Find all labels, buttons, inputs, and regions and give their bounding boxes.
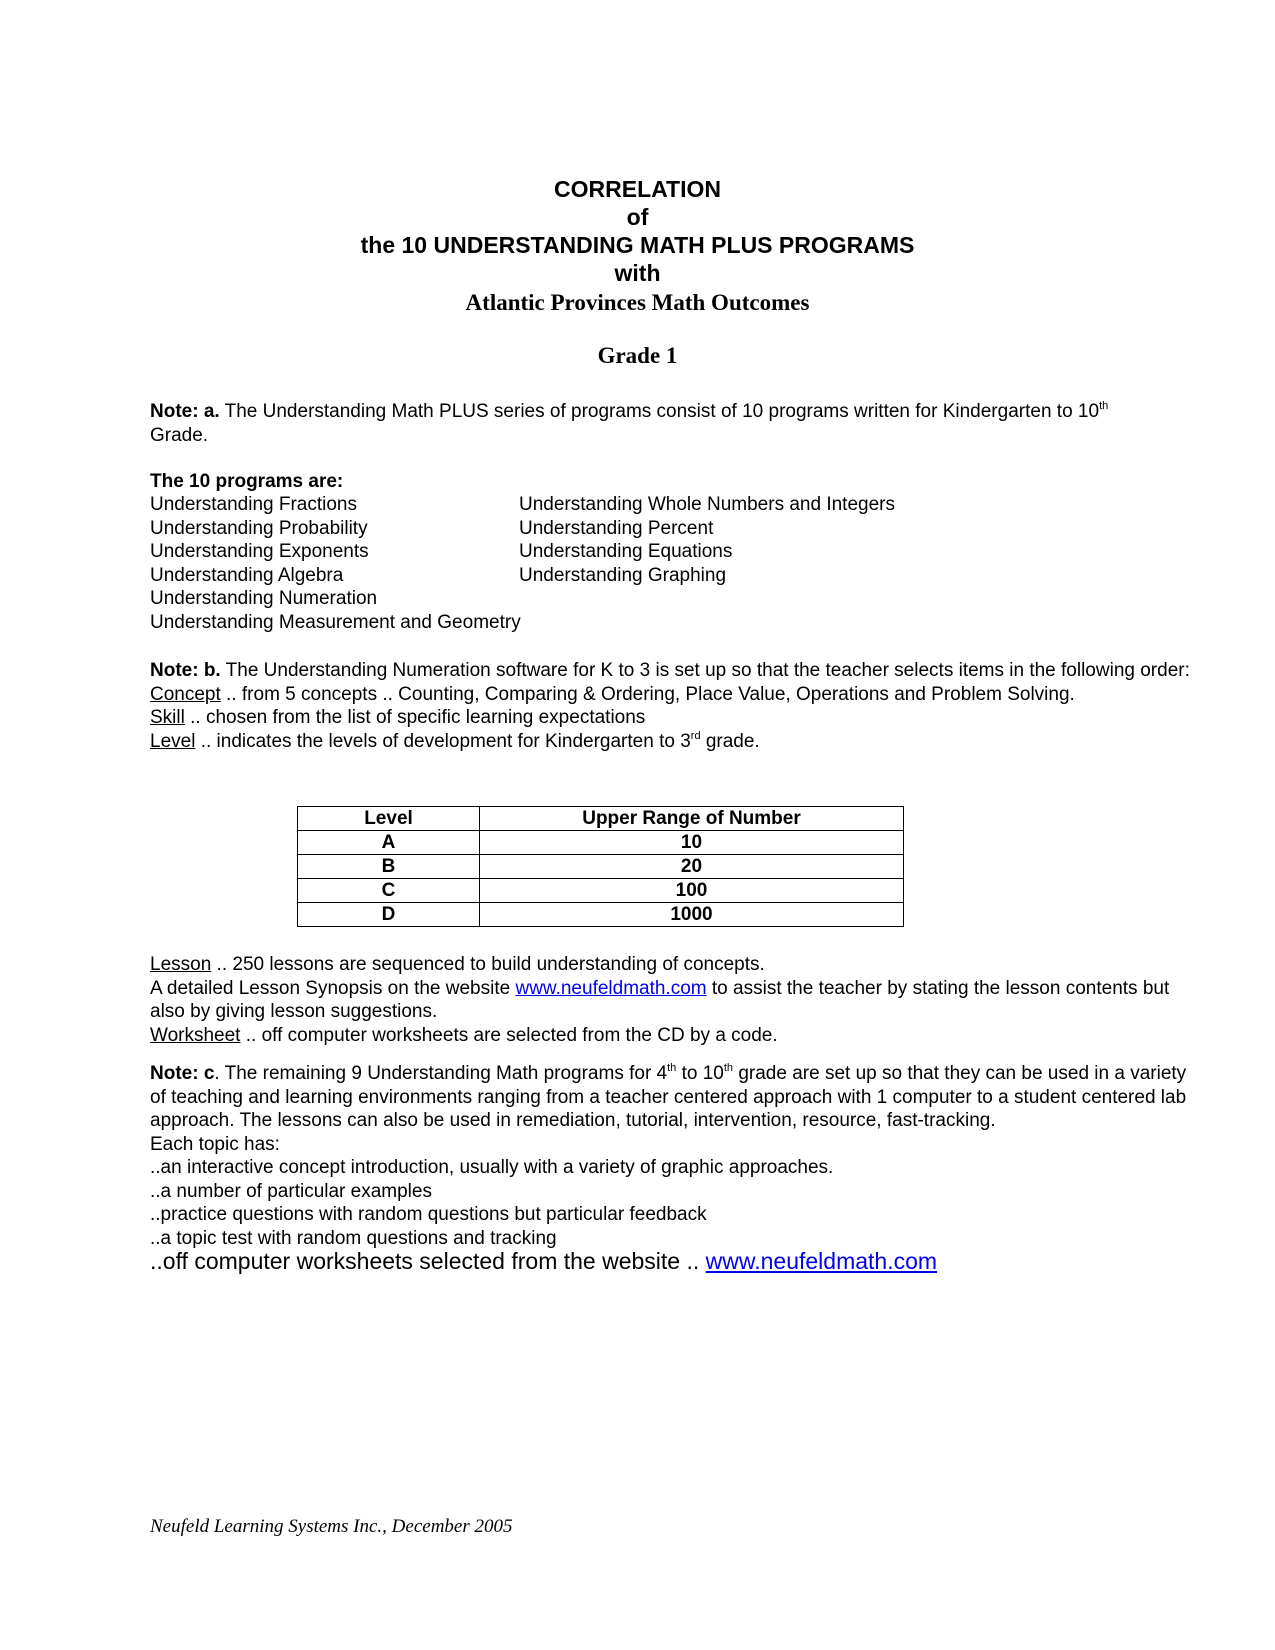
note-a (150, 400, 1200, 447)
level-label: Level (150, 730, 196, 752)
worksheet-text: .. off computer worksheets are selected from the CD by a code. (240, 1024, 778, 1046)
program-item: Understanding Probability (150, 517, 368, 539)
topic-item: ..a number of particular examples (150, 1180, 432, 1202)
note-a-text: The Understanding Math PLUS series of programs consist of 10 programs written for Kindergarten to 10 (219, 401, 1100, 422)
skill-label: Skill (150, 707, 185, 728)
topic-item: ..an interactive concept introduction, usually with a variety of graphic approaches. (150, 1157, 834, 1178)
program-item: Understanding Equations (519, 541, 733, 562)
title-of: of (626, 204, 649, 230)
programs-left-column (150, 493, 521, 634)
note-b (150, 659, 1200, 753)
note-c-sup2: th (723, 1062, 734, 1074)
table-cell: A (298, 831, 480, 855)
level-text: .. indicates the levels of development for Kindergarten to 3 (195, 730, 691, 752)
topic-item-worksheets: ..off computer worksheets selected from the website .. (150, 1248, 706, 1274)
table-cell: 10 (480, 831, 904, 855)
lesson-section (150, 953, 1200, 1047)
levels-table (297, 806, 904, 927)
level-text2: grade. (700, 730, 760, 752)
program-item: Understanding Graphing (519, 564, 727, 586)
synopsis-pre: A detailed Lesson Synopsis on the website (150, 977, 516, 999)
program-item: Understanding Fractions (150, 494, 357, 515)
synopsis-post: to assist the teacher by stating the lesson contents but also by giving lesson suggestions. (150, 977, 1170, 1022)
table-row (298, 831, 904, 855)
skill-text: .. chosen from the list of specific learning expectations (184, 707, 646, 728)
programs-right-column (519, 493, 895, 587)
table-cell: C (298, 879, 480, 903)
level-sup: rd (690, 729, 701, 742)
worksheet-label: Worksheet (150, 1024, 241, 1046)
program-item: Understanding Algebra (150, 564, 344, 586)
concept-label: Concept (150, 683, 221, 705)
lesson-label: Lesson (150, 954, 212, 975)
note-c-label: Note: c (150, 1063, 215, 1084)
note-b-label: Note: b. (150, 660, 221, 681)
table-cell: 20 (480, 855, 904, 879)
note-c-sup1: th (667, 1062, 677, 1074)
note-a-label: Note: a. (150, 401, 220, 422)
table-header-row (298, 807, 904, 831)
concept-text: .. from 5 concepts .. Counting, Comparing & Ordering, Place Value, Operations and Problem Solving. (220, 683, 1075, 705)
note-a-text2: Grade. (150, 424, 209, 446)
table-header: Level (298, 807, 480, 831)
table-cell: 1000 (480, 903, 904, 927)
program-item: Understanding Percent (519, 517, 714, 539)
program-item: Understanding Whole Numbers and Integers (519, 494, 895, 515)
topic-item: ..a topic test with random questions and tracking (150, 1227, 557, 1249)
program-item: Understanding Exponents (150, 541, 369, 562)
table-row (298, 879, 904, 903)
table-cell: 100 (480, 879, 904, 903)
note-a-sup: th (1099, 400, 1109, 412)
program-item: Understanding Measurement and Geometry (150, 611, 521, 633)
table-cell: B (298, 855, 480, 879)
topic-item: ..practice questions with random questions but particular feedback (150, 1204, 707, 1225)
table-cell: D (298, 903, 480, 927)
note-c-text3: grade are set up so that they can be used in a variety of teaching and learning environments ranging from a teacher centered approach with 1 computer to a student centered lab approach. The lessons can also be used in remediation, tutorial, intervention, resource, fast-tracking. (150, 1063, 1187, 1131)
program-item: Understanding Numeration (150, 588, 378, 609)
table-header: Upper Range of Number (480, 807, 904, 831)
title-with: with (614, 260, 661, 286)
note-c (150, 1062, 1200, 1276)
table-row (298, 855, 904, 879)
note-c-text1: . The remaining 9 Understanding Math programs for 4 (214, 1063, 668, 1084)
title-grade: Grade 1 (597, 343, 678, 368)
website-link[interactable]: www.neufeldmath.com (515, 977, 707, 999)
topic-heading: Each topic has: (150, 1133, 280, 1155)
note-c-text2: to 10 (676, 1063, 724, 1084)
title-correlation: CORRELATION (554, 176, 721, 202)
title-programs: the 10 UNDERSTANDING MATH PLUS PROGRAMS (360, 232, 915, 258)
lesson-text: .. 250 lessons are sequenced to build understanding of concepts. (211, 954, 765, 975)
website-link[interactable]: www.neufeldmath.com (705, 1248, 938, 1274)
programs-heading: The 10 programs are: (150, 471, 344, 492)
table-row (298, 903, 904, 927)
footer: Neufeld Learning Systems Inc., December 2005 (150, 1516, 513, 1537)
title-outcomes: Atlantic Provinces Math Outcomes (465, 290, 810, 315)
note-b-text: The Understanding Numeration software for K to 3 is set up so that the teacher selects items in the following order: (220, 660, 1190, 681)
